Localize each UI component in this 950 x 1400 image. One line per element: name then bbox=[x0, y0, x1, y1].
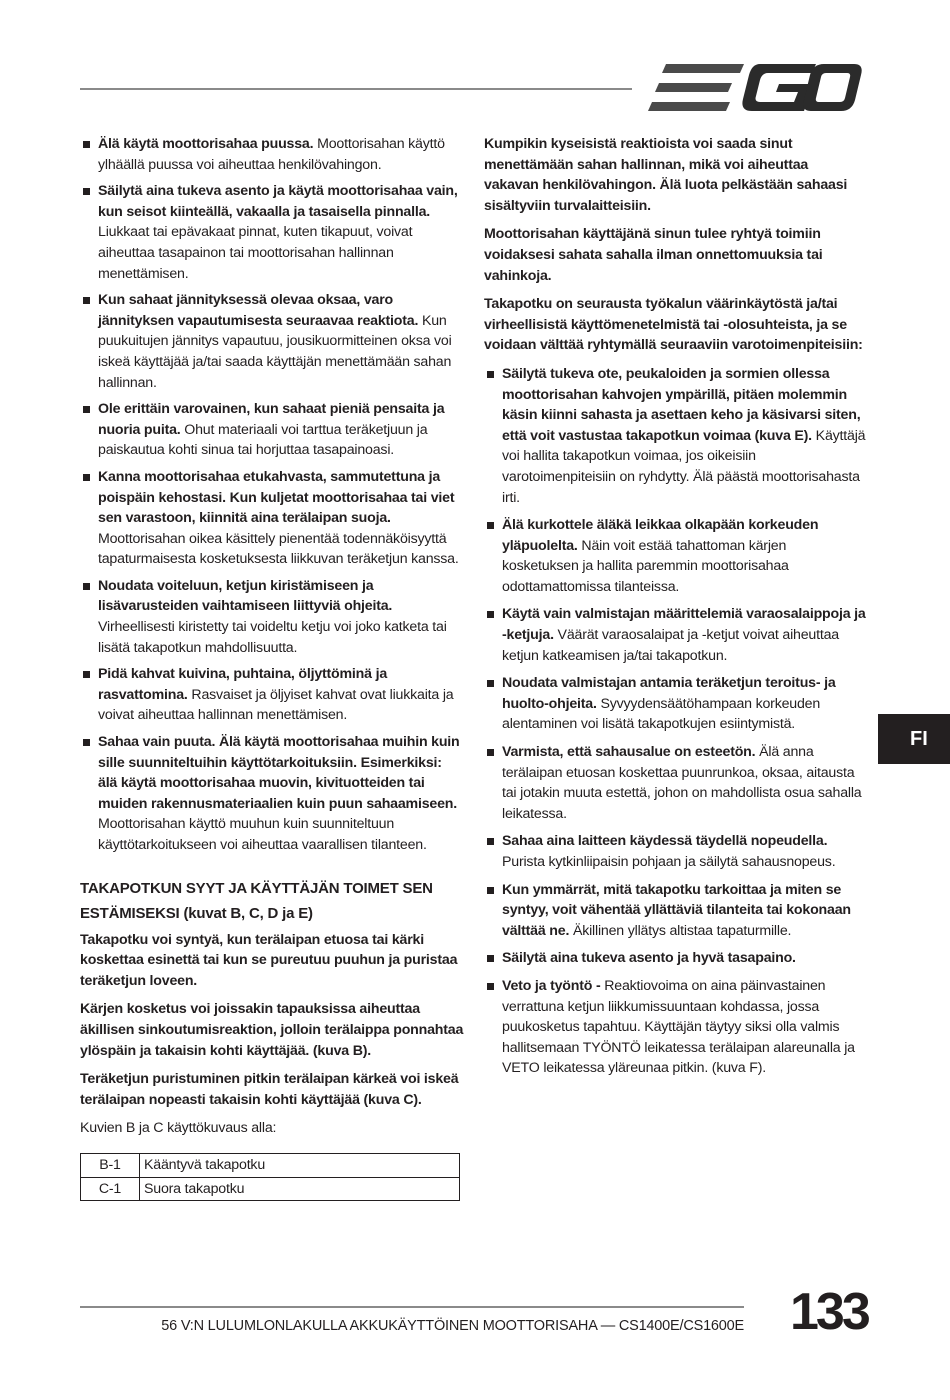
legend-label: Kääntyvä takapotku bbox=[140, 1153, 460, 1177]
operator-paragraph: Moottorisahan käyttäjänä sinun tulee ryhtyä toimiin voidaksesi sahata sahalla ilman onnettomuuksia tai vahinkoja. bbox=[484, 226, 823, 284]
list-item: Kanna moottorisahaa etukahvasta, sammutettuna ja poispäin kehostasi. Kun kuljetat moottorisahaa tai viet sen varastoon, kiinnitä aina terälaipan suoja. Moottorisahan oikea käsittely pienentää todennäköisyyttä tapaturmaisesta kosketuksesta liikkuvan teräketjun kanssa. bbox=[80, 467, 464, 570]
list-item: Kun ymmärrät, mitä takapotku tarkoittaa ja miten se syntyy, voit vähentää yllättäviä tilanteita tai kokonaan välttää ne. Äkillinen yllätys altistaa tapaturmille. bbox=[484, 880, 866, 942]
figure-legend-table bbox=[80, 1153, 460, 1201]
left-bullet-list bbox=[80, 134, 464, 856]
precautions-paragraph: Takapotku on seurausta työkalun väärinkäytöstä ja/tai virheellisistä käyttömenetelmistä tai -olosuhteista, ja se voidaan välttää ryhtymällä seuraaviin varotoimenpiteisiin: bbox=[484, 296, 863, 354]
list-item: Pidä kahvat kuivina, puhtaina, öljyttöminä ja rasvattomina. Rasvaiset ja öljyiset kahvat ovat liukkaita ja voivat aiheuttaa hallinnan menettämisen. bbox=[80, 664, 464, 726]
table-row bbox=[81, 1153, 460, 1177]
list-item: Ole erittäin varovainen, kun sahaat pieniä pensaita ja nuoria puita. Ohut materiaali voi tarttua teräketjuun ja paiskautua kohti sinua tai horjuttaa tasapainoasi. bbox=[80, 399, 464, 461]
language-tab: FI bbox=[878, 714, 950, 764]
header-rule bbox=[80, 88, 632, 90]
list-item: Sahaa aina laitteen käydessä täydellä nopeudella. Purista kytkinliipaisin pohjaan ja säilytä sahausnopeus. bbox=[484, 831, 866, 872]
list-item: Varmista, että sahausalue on esteetön. Älä anna terälaipan etuosan koskettaa puunrunkoa, oksaa, aitausta tai jotakin muuta estettä, johon on mahdollista osua sahalla leikatessa. bbox=[484, 742, 866, 824]
table-row bbox=[81, 1177, 460, 1201]
list-item: Säilytä aina tukeva asento ja hyvä tasapaino. bbox=[484, 948, 866, 969]
reactions-paragraph: Kumpikin kyseisistä reaktioista voi saada sinut menettämään sahan hallinnan, mikä voi aiheuttaa vakavan henkilövahingon. Älä luota pelkästään sahaasi sisältyviin turvalaitteisiin. bbox=[484, 136, 848, 214]
kickback-intro-paragraph: Takapotku voi syntyä, kun terälaipan etuosa tai kärki koskettaa esinettä tai kun se pureutuu puuhun ja puristaa teräketjun loveen. bbox=[80, 931, 458, 989]
list-item: Kun sahaat jännityksessä olevaa oksaa, varo jännityksen vapautumisesta seuraavaa reaktiota. Kun puukuitujen jännitys vapautuu, jousikuormitteinen oksa voi iskeä käyttäjää ja/tai saada käyttäjän menettämään sahan hallinnan. bbox=[80, 290, 464, 393]
page-number: 133 bbox=[790, 1283, 868, 1341]
list-item: Veto ja työntö - Reaktiovoima on aina päinvastainen verrattuna ketjun liikkumissuuntaan kohdassa, jossa puukosketus tapahtuu. Käyttäjän täytyy siksi olla valmis hallitsemaan TYÖNTÖ leikatessa terälaipan alareunalla ja VETO leikatessa yläreunaa pitkin. (kuva F). bbox=[484, 976, 866, 1079]
list-item: Noudata valmistajan antamia teräketjun teroitus- ja huolto-ohjeita. Syvyydensäätöhampaan korkeuden alentaminen voi lisätä takapotkujen esiintymistä. bbox=[484, 673, 866, 735]
ego-logo bbox=[648, 62, 862, 114]
footer-rule bbox=[80, 1306, 744, 1308]
tip-contact-paragraph: Kärjen kosketus voi joissakin tapauksissa aiheuttaa äkillisen sinkoutumisreaktion, jolloin terälaippa ponnahtaa ylöspäin ja takaisin kohti käyttäjää. (kuva B). bbox=[80, 1001, 464, 1059]
list-item: Sahaa vain puuta. Älä käytä moottorisahaa muihin kuin sille suunniteltuihin käyttötarkoituksiin. Esimerkiksi: älä käytä moottorisahaa muovin, kivituotteiden tai muiden rakennusmateriaalien kuin puun sahaamiseen. Moottorisahan käyttö muuhun kuin suunniteltuun käyttötarkoitukseen voi aiheuttaa vaarallisen tilanteen. bbox=[80, 732, 464, 856]
legend-code: B-1 bbox=[81, 1153, 140, 1177]
list-item: Säilytä tukeva ote, peukaloiden ja sormien ollessa moottorisahan kahvojen ympärillä, pitäen molemmin käsin kiinni sahasta ja asettaen keho ja käsivarsi siten, että voit vastustaa takapotkun voimaa (kuva E). Käyttäjä voi hallita takapotkun voimaa, jos oikeisiin varotoimenpiteisiin on ryhdytty. Älä päästä moottorisahasta irti. bbox=[484, 364, 866, 508]
legend-code: C-1 bbox=[81, 1177, 140, 1201]
legend-label: Suora takapotku bbox=[140, 1177, 460, 1201]
list-item: Käytä vain valmistajan määrittelemiä varaosalaippoja ja -ketjuja. Väärät varaosalaipat ja -ketjut voivat aiheuttaa ketjun katkeamisen ja/tai takapotkun. bbox=[484, 604, 866, 666]
footer-title: 56 V:N LULUMLONLAKULLA AKKUKÄYTTÖINEN MOOTTORISAHA — CS1400E/CS1600E bbox=[161, 1318, 744, 1334]
pinch-paragraph: Teräketjun puristuminen pitkin terälaipan kärkeä voi iskeä terälaipan nopeasti takaisin kohti käyttäjää (kuva C). bbox=[80, 1071, 459, 1108]
list-item: Säilytä aina tukeva asento ja käytä moottorisahaa vain, kun seisot kiinteällä, vakaalla ja tasaisella pinnalla. Liukkaat tai epävakaat pinnat, kuten tikapuut, voivat aiheuttaa tasapainon tai moottorisahan hallinnan menettämisen. bbox=[80, 181, 464, 284]
list-item: Noudata voiteluun, ketjun kiristämiseen ja lisävarusteiden vaihtamiseen liittyviä ohjeita. Virheellisesti kiristetty tai voideltu ketju voi joko katketa tai lisätä takapotkun mahdollisuutta. bbox=[80, 576, 464, 658]
list-item: Älä käytä moottorisahaa puussa. Moottorisahan käyttö ylhäällä puussa voi aiheuttaa henkilövahingon. bbox=[80, 134, 464, 175]
right-bullet-list bbox=[484, 364, 866, 1079]
right-column bbox=[484, 134, 866, 1086]
left-column bbox=[80, 134, 464, 1201]
list-item: Älä kurkottele äläkä leikkaa olkapään korkeuden yläpuolelta. Näin voit estää tahattoman kärjen kosketuksen ja hallita paremmin moottorisahaa odottamattomissa tilanteissa. bbox=[484, 515, 866, 597]
legend-caption: Kuvien B ja C käyttökuvaus alla: bbox=[80, 1120, 277, 1137]
section-heading: TAKAPOTKUN SYYT JA KÄYTTÄJÄN TOIMET SEN ESTÄMISEKSI (kuvat B, C, D ja E) bbox=[80, 879, 433, 922]
